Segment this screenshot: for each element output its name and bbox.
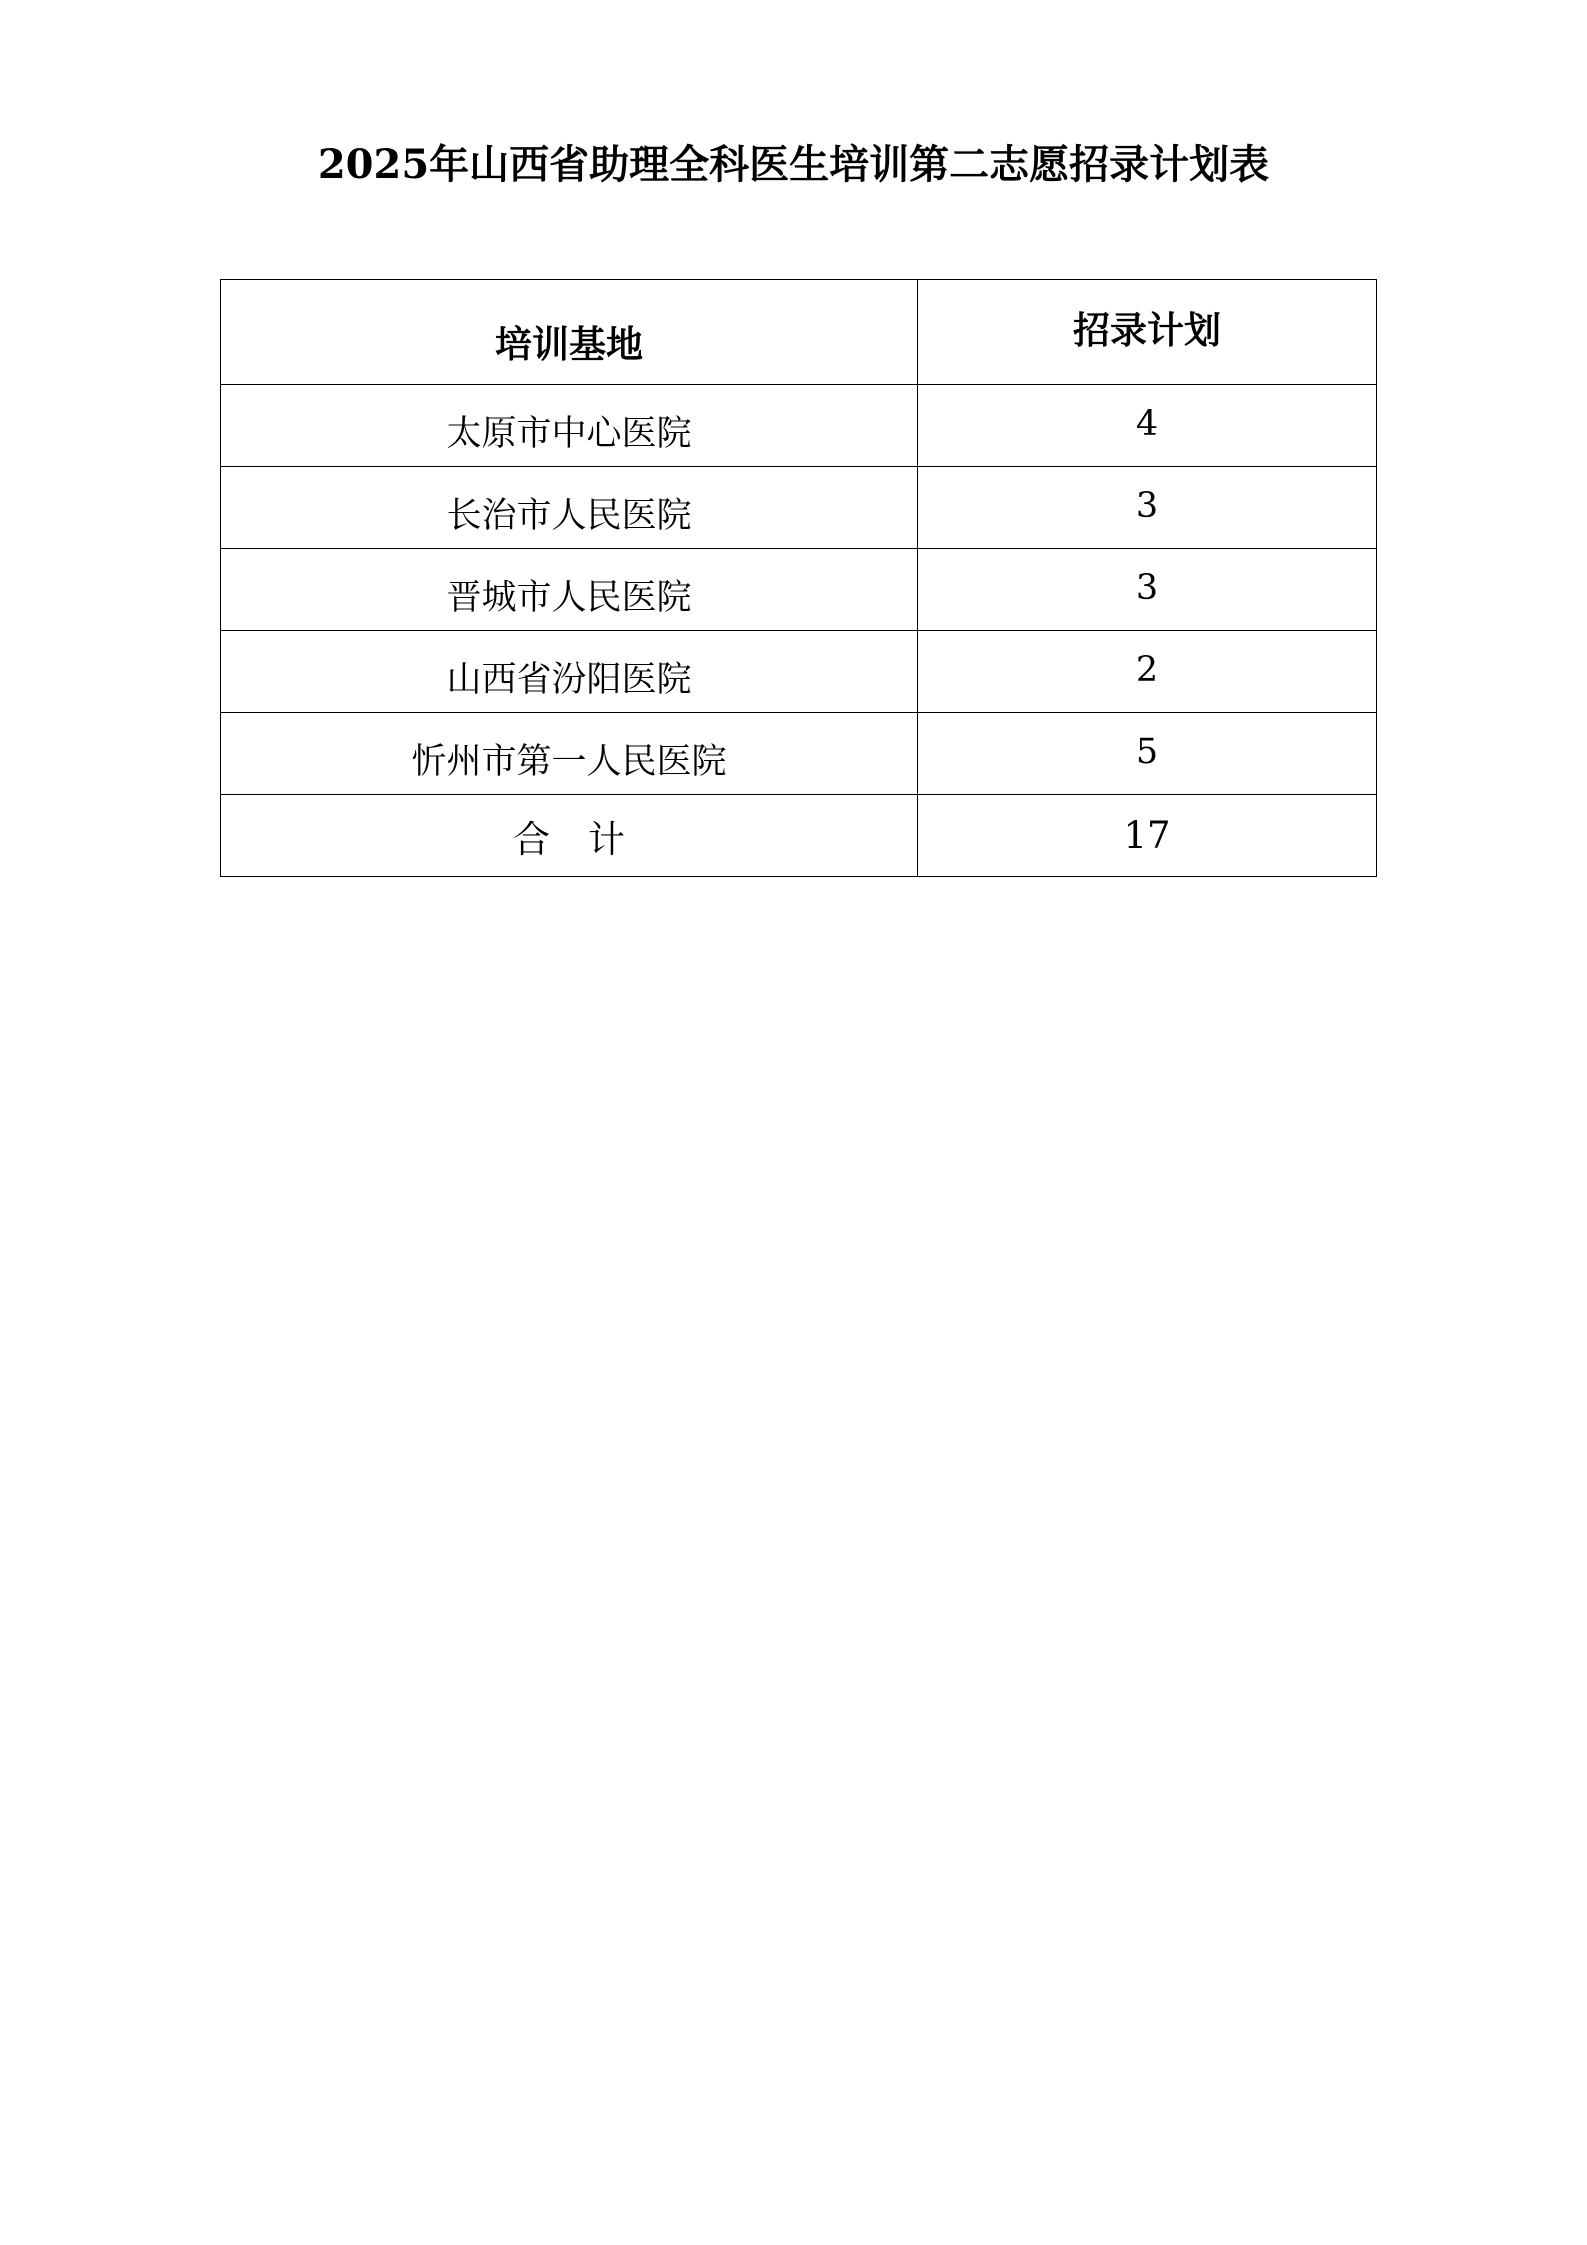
- recruitment-plan-table: [220, 279, 1377, 877]
- training-base-cell: 忻州市第一人民医院: [221, 713, 918, 795]
- table-total-row: [221, 795, 1377, 877]
- recruitment-plan-cell: 3: [918, 549, 1377, 631]
- total-value-cell: 17: [918, 795, 1377, 877]
- recruitment-plan-cell: 3: [918, 467, 1377, 549]
- table-row: [221, 713, 1377, 795]
- recruitment-plan-cell: 5: [918, 713, 1377, 795]
- training-base-cell: 长治市人民医院: [221, 467, 918, 549]
- recruitment-plan-cell: 4: [918, 385, 1377, 467]
- training-base-cell: 太原市中心医院: [221, 385, 918, 467]
- page-title: 2025年山西省助理全科医生培训第二志愿招录计划表: [317, 141, 1270, 188]
- recruitment-plan-cell: 2: [918, 631, 1377, 713]
- table-row: [221, 467, 1377, 549]
- header-training-base: 培训基地: [221, 280, 918, 385]
- table-row: [221, 549, 1377, 631]
- header-recruitment-plan: 招录计划: [918, 280, 1377, 385]
- training-base-cell: 晋城市人民医院: [221, 549, 918, 631]
- total-label-cell: [221, 795, 918, 877]
- table-header-row: [221, 280, 1377, 385]
- training-base-cell: 山西省汾阳医院: [221, 631, 918, 713]
- table-row: [221, 385, 1377, 467]
- total-label: 合计: [513, 817, 663, 861]
- table-row: [221, 631, 1377, 713]
